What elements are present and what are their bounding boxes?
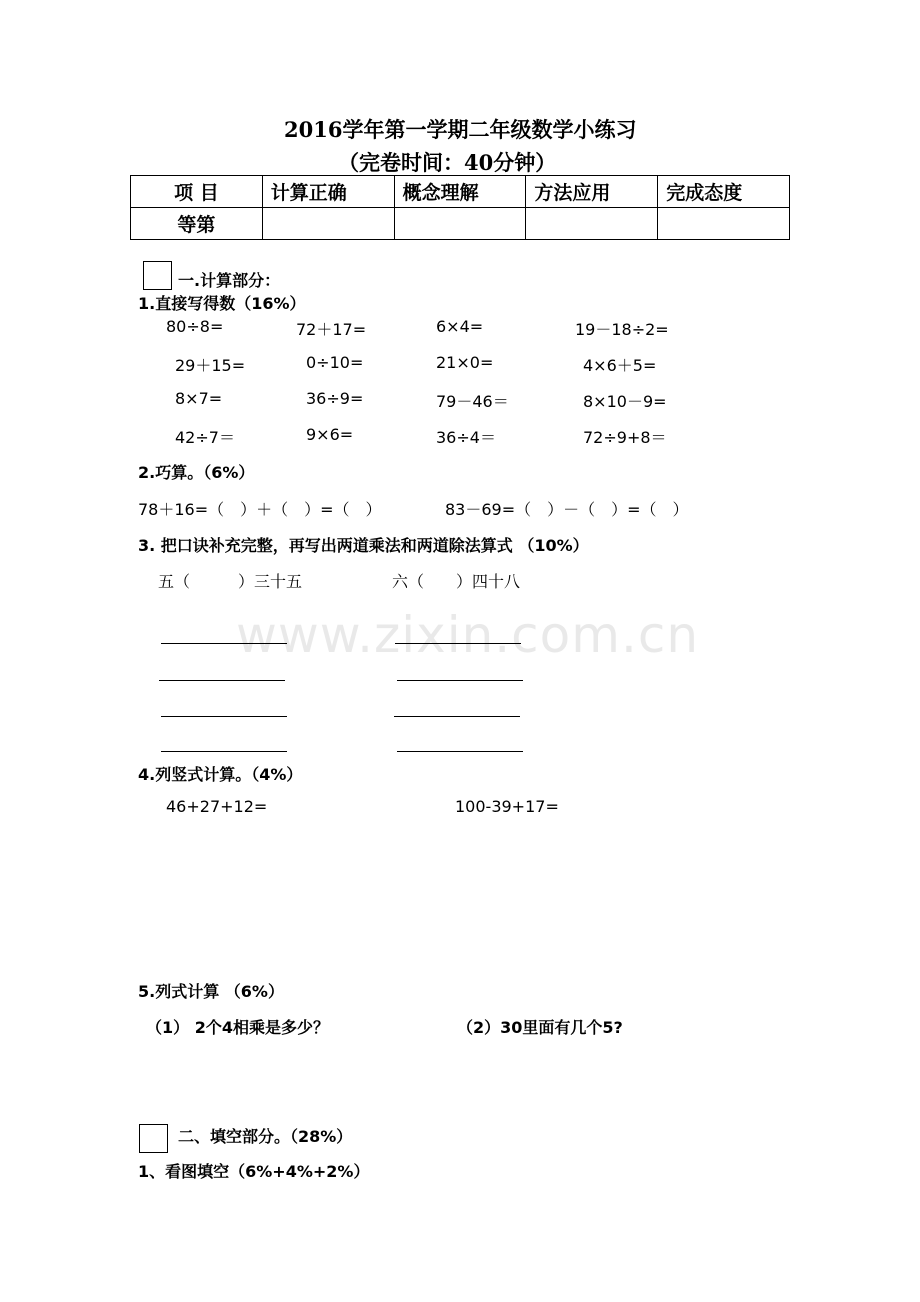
score-table bbox=[130, 175, 790, 240]
answer-line[interactable] bbox=[397, 751, 523, 752]
grade-cell-calculation[interactable] bbox=[262, 208, 394, 240]
answer-line[interactable] bbox=[159, 680, 285, 681]
q1-problem: 36÷9= bbox=[306, 389, 364, 408]
q5-label: 5.列式计算 （6%） bbox=[138, 982, 284, 1001]
header-cell-attitude: 完成态度 bbox=[658, 176, 790, 208]
grade-row-label: 等第 bbox=[131, 208, 263, 240]
q5-item: （2）30里面有几个5? bbox=[457, 1018, 623, 1037]
answer-line[interactable] bbox=[161, 643, 287, 644]
q2-item: 83－69=（ ）－（ ）=（ ） bbox=[445, 500, 689, 519]
answer-line[interactable] bbox=[161, 751, 287, 752]
page-subtitle: （完卷时间：40分钟） bbox=[338, 150, 557, 175]
section2-q1-label: 1、看图填空（6%+4%+2%） bbox=[138, 1162, 370, 1181]
q1-problem: 6×4= bbox=[436, 317, 484, 336]
score-box-section1[interactable] bbox=[143, 261, 172, 290]
q1-problem: 9×6= bbox=[306, 425, 354, 444]
q4-label: 4.列竖式计算。（4%） bbox=[138, 765, 303, 784]
q1-problem: 8×10－9= bbox=[583, 392, 667, 411]
score-table-header-row bbox=[131, 176, 790, 208]
q1-problem: 42÷7＝ bbox=[175, 428, 235, 447]
q1-label: 1.直接写得数（16%） bbox=[138, 294, 306, 313]
q5-item: （1） 2个4相乘是多少？ bbox=[146, 1018, 329, 1037]
q4-item: 100-39+17= bbox=[455, 797, 559, 816]
q1-problem: 8×7= bbox=[175, 389, 223, 408]
header-cell-calculation: 计算正确 bbox=[262, 176, 394, 208]
page-title: 2016学年第一学期二年级数学小练习 bbox=[284, 117, 637, 142]
q1-problem: 80÷8= bbox=[166, 317, 224, 336]
header-cell-concept: 概念理解 bbox=[394, 176, 526, 208]
answer-line[interactable] bbox=[161, 716, 287, 717]
header-cell-method: 方法应用 bbox=[526, 176, 658, 208]
answer-line[interactable] bbox=[395, 643, 521, 644]
score-box-section2[interactable] bbox=[139, 1124, 168, 1153]
score-table-grade-row bbox=[131, 208, 790, 240]
answer-line[interactable] bbox=[394, 716, 520, 717]
section1-heading: 一.计算部分： bbox=[178, 271, 281, 290]
q3-item: 五（ ）三十五 bbox=[158, 572, 303, 591]
q2-label: 2.巧算。（6%） bbox=[138, 463, 255, 482]
q3-item: 六（ ）四十八 bbox=[392, 572, 521, 591]
grade-cell-method[interactable] bbox=[526, 208, 658, 240]
q1-problem: 21×0= bbox=[436, 353, 494, 372]
grade-cell-concept[interactable] bbox=[394, 208, 526, 240]
header-cell-item: 项 目 bbox=[131, 176, 263, 208]
q1-problem: 36÷4＝ bbox=[436, 428, 496, 447]
q1-problem: 0÷10= bbox=[306, 353, 364, 372]
q3-label: 3. 把口诀补充完整，再写出两道乘法和两道除法算式 （10%） bbox=[138, 536, 589, 555]
grade-cell-attitude[interactable] bbox=[658, 208, 790, 240]
q1-problem: 79－46＝ bbox=[436, 392, 509, 411]
q1-problem: 4×6＋5= bbox=[583, 356, 657, 375]
q2-item: 78＋16=（ ）＋（ ）=（ ） bbox=[138, 500, 382, 519]
q1-problem: 19－18÷2= bbox=[575, 320, 669, 339]
section2-heading: 二、填空部分。（28%） bbox=[178, 1127, 353, 1146]
q1-problem: 72÷9+8＝ bbox=[583, 428, 667, 447]
answer-line[interactable] bbox=[397, 680, 523, 681]
watermark: www.zixin.com.cn bbox=[236, 606, 700, 664]
q1-problem: 72＋17= bbox=[296, 320, 367, 339]
q4-item: 46+27+12= bbox=[166, 797, 268, 816]
q1-problem: 29＋15= bbox=[175, 356, 246, 375]
